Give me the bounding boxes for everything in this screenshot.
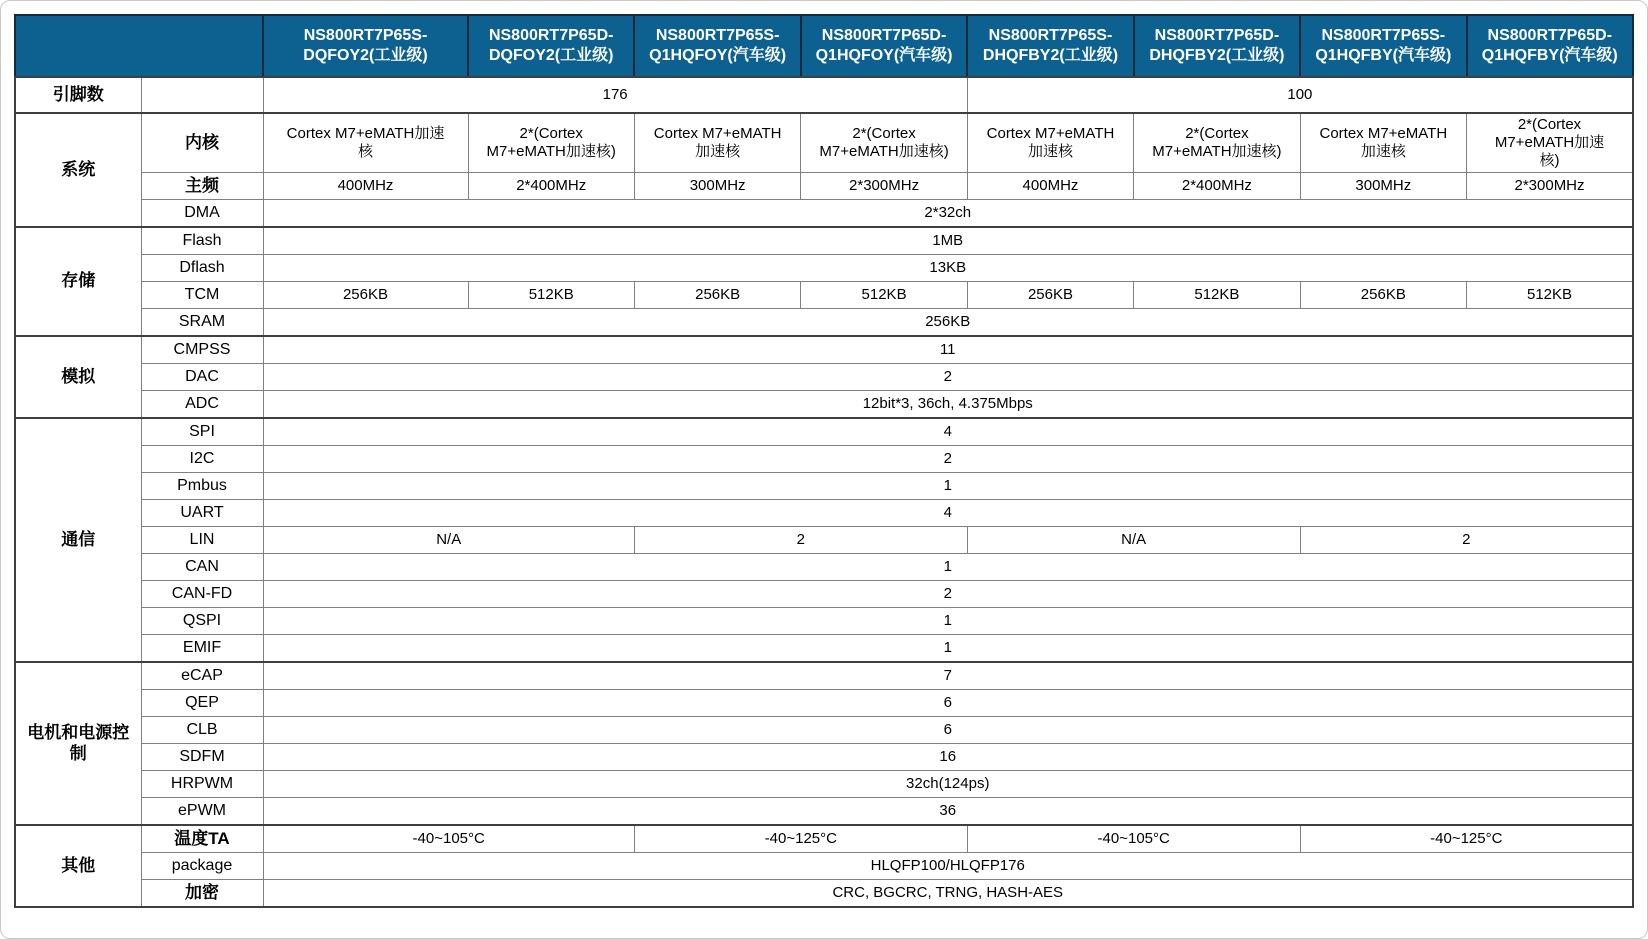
value-cell-ecap-1: 7	[263, 662, 1633, 690]
value-cell-tcm-1: 256KB	[263, 282, 468, 309]
value-cell-package-1: HLQFP100/HLQFP176	[263, 853, 1633, 880]
row-label-epwm: ePWM	[141, 798, 263, 826]
table-row-pin-count	[15, 77, 1633, 113]
row-label-sram: SRAM	[141, 309, 263, 337]
product-header-3: NS800RT7P65S-Q1HQFOY(汽车级)	[634, 15, 800, 77]
table-row-sdfm	[15, 744, 1633, 771]
row-label-flash: Flash	[141, 227, 263, 255]
value-cell-tcm-8: 512KB	[1467, 282, 1633, 309]
value-cell-epwm-1: 36	[263, 798, 1633, 826]
row-label-dac: DAC	[141, 364, 263, 391]
row-label-core: 内核	[141, 113, 263, 173]
table-row-cmpss	[15, 336, 1633, 364]
value-cell-frequency-2: 2*400MHz	[468, 173, 634, 200]
value-cell-pin-count-1: 176	[263, 77, 967, 113]
value-cell-tcm-7: 256KB	[1300, 282, 1466, 309]
value-cell-qep-1: 6	[263, 690, 1633, 717]
value-cell-dac-1: 2	[263, 364, 1633, 391]
value-cell-encryption-1: CRC, BGCRC, TRNG, HASH-AES	[263, 880, 1633, 908]
value-cell-tcm-6: 512KB	[1134, 282, 1300, 309]
table-row-qspi	[15, 608, 1633, 635]
group-label-analog: 模拟	[15, 336, 141, 418]
table-row-spi	[15, 418, 1633, 446]
table-row-dac	[15, 364, 1633, 391]
value-cell-core-3: Cortex M7+eMATH加速核	[634, 113, 800, 173]
row-label-cmpss: CMPSS	[141, 336, 263, 364]
value-cell-frequency-1: 400MHz	[263, 173, 468, 200]
value-cell-temperature-ta-2: -40~125°C	[634, 825, 967, 853]
value-cell-core-4: 2*(Cortex M7+eMATH加速核)	[801, 113, 967, 173]
row-label-encryption: 加密	[141, 880, 263, 908]
group-label-other: 其他	[15, 825, 141, 907]
value-cell-core-2: 2*(Cortex M7+eMATH加速核)	[468, 113, 634, 173]
table-row-temperature-ta	[15, 825, 1633, 853]
value-cell-lin-1: N/A	[263, 527, 634, 554]
value-cell-i2c-1: 2	[263, 446, 1633, 473]
product-spec-table	[14, 14, 1634, 908]
table-row-epwm	[15, 798, 1633, 826]
value-cell-spi-1: 4	[263, 418, 1633, 446]
row-label-sdfm: SDFM	[141, 744, 263, 771]
table-row-can	[15, 554, 1633, 581]
value-cell-cmpss-1: 11	[263, 336, 1633, 364]
product-header-6: NS800RT7P65D-DHQFBY2(工业级)	[1134, 15, 1300, 77]
table-row-package	[15, 853, 1633, 880]
value-cell-frequency-4: 2*300MHz	[801, 173, 967, 200]
table-row-sram	[15, 309, 1633, 337]
table-row-uart	[15, 500, 1633, 527]
value-cell-temperature-ta-3: -40~105°C	[967, 825, 1300, 853]
value-cell-tcm-2: 512KB	[468, 282, 634, 309]
value-cell-qspi-1: 1	[263, 608, 1633, 635]
row-label-qspi: QSPI	[141, 608, 263, 635]
value-cell-core-5: Cortex M7+eMATH加速核	[967, 113, 1133, 173]
row-label-ecap: eCAP	[141, 662, 263, 690]
group-label-communication: 通信	[15, 418, 141, 662]
table-row-dflash	[15, 255, 1633, 282]
table-row-pmbus	[15, 473, 1633, 500]
value-cell-clb-1: 6	[263, 717, 1633, 744]
row-label-pmbus: Pmbus	[141, 473, 263, 500]
value-cell-can-1: 1	[263, 554, 1633, 581]
value-cell-emif-1: 1	[263, 635, 1633, 663]
table-row-dma	[15, 200, 1633, 228]
table-row-emif	[15, 635, 1633, 663]
row-label-i2c: I2C	[141, 446, 263, 473]
value-cell-dma-1: 2*32ch	[263, 200, 1633, 228]
table-row-adc	[15, 391, 1633, 419]
row-label-dflash: Dflash	[141, 255, 263, 282]
row-label-qep: QEP	[141, 690, 263, 717]
table-row-frequency	[15, 173, 1633, 200]
value-cell-frequency-5: 400MHz	[967, 173, 1133, 200]
row-label-tcm: TCM	[141, 282, 263, 309]
table-body	[15, 77, 1633, 907]
value-cell-tcm-3: 256KB	[634, 282, 800, 309]
row-label-uart: UART	[141, 500, 263, 527]
table-row-flash	[15, 227, 1633, 255]
row-label-frequency: 主频	[141, 173, 263, 200]
table-row-can-fd	[15, 581, 1633, 608]
table-row-i2c	[15, 446, 1633, 473]
row-label-hrpwm: HRPWM	[141, 771, 263, 798]
value-cell-lin-4: 2	[1300, 527, 1633, 554]
product-header-2: NS800RT7P65D-DQFOY2(工业级)	[468, 15, 634, 77]
value-cell-tcm-5: 256KB	[967, 282, 1133, 309]
row-label-temperature-ta: 温度TA	[141, 825, 263, 853]
value-cell-frequency-8: 2*300MHz	[1467, 173, 1633, 200]
row-label-can-fd: CAN-FD	[141, 581, 263, 608]
row-label-adc: ADC	[141, 391, 263, 419]
product-header-8: NS800RT7P65D-Q1HQFBY(汽车级)	[1467, 15, 1633, 77]
row-label-emif: EMIF	[141, 635, 263, 663]
table-corner-header	[15, 15, 263, 77]
value-cell-flash-1: 1MB	[263, 227, 1633, 255]
value-cell-sram-1: 256KB	[263, 309, 1633, 337]
product-header-7: NS800RT7P65S-Q1HQFBY(汽车级)	[1300, 15, 1466, 77]
value-cell-hrpwm-1: 32ch(124ps)	[263, 771, 1633, 798]
row-label-clb: CLB	[141, 717, 263, 744]
group-label-memory: 存储	[15, 227, 141, 336]
value-cell-lin-3: N/A	[967, 527, 1300, 554]
row-label-spi: SPI	[141, 418, 263, 446]
table-row-ecap	[15, 662, 1633, 690]
row-label-lin: LIN	[141, 527, 263, 554]
table-row-core	[15, 113, 1633, 173]
table-row-hrpwm	[15, 771, 1633, 798]
product-header-1: NS800RT7P65S-DQFOY2(工业级)	[263, 15, 468, 77]
value-cell-can-fd-1: 2	[263, 581, 1633, 608]
group-label-motor-power-control: 电机和电源控制	[15, 662, 141, 825]
value-cell-core-6: 2*(Cortex M7+eMATH加速核)	[1134, 113, 1300, 173]
value-cell-core-8: 2*(Cortex M7+eMATH加速核)	[1467, 113, 1633, 173]
row-label-pin-count	[141, 77, 263, 113]
value-cell-core-1: Cortex M7+eMATH加速核	[263, 113, 468, 173]
value-cell-uart-1: 4	[263, 500, 1633, 527]
value-cell-temperature-ta-4: -40~125°C	[1300, 825, 1633, 853]
value-cell-temperature-ta-1: -40~105°C	[263, 825, 634, 853]
value-cell-core-7: Cortex M7+eMATH加速核	[1300, 113, 1466, 173]
value-cell-frequency-3: 300MHz	[634, 173, 800, 200]
table-header	[15, 15, 1633, 77]
value-cell-pin-count-2: 100	[967, 77, 1633, 113]
product-header-5: NS800RT7P65S-DHQFBY2(工业级)	[967, 15, 1133, 77]
value-cell-sdfm-1: 16	[263, 744, 1633, 771]
value-cell-tcm-4: 512KB	[801, 282, 967, 309]
table-row-clb	[15, 717, 1633, 744]
value-cell-dflash-1: 13KB	[263, 255, 1633, 282]
header-row	[15, 15, 1633, 77]
product-header-4: NS800RT7P65D-Q1HQFOY(汽车级)	[801, 15, 967, 77]
row-label-can: CAN	[141, 554, 263, 581]
value-cell-lin-2: 2	[634, 527, 967, 554]
row-label-package: package	[141, 853, 263, 880]
table-row-qep	[15, 690, 1633, 717]
group-label-pin-count: 引脚数	[15, 77, 141, 113]
value-cell-pmbus-1: 1	[263, 473, 1633, 500]
row-label-dma: DMA	[141, 200, 263, 228]
group-label-system: 系统	[15, 113, 141, 227]
value-cell-adc-1: 12bit*3, 36ch, 4.375Mbps	[263, 391, 1633, 419]
value-cell-frequency-6: 2*400MHz	[1134, 173, 1300, 200]
table-row-lin	[15, 527, 1633, 554]
table-row-encryption	[15, 880, 1633, 908]
value-cell-frequency-7: 300MHz	[1300, 173, 1466, 200]
table-row-tcm	[15, 282, 1633, 309]
